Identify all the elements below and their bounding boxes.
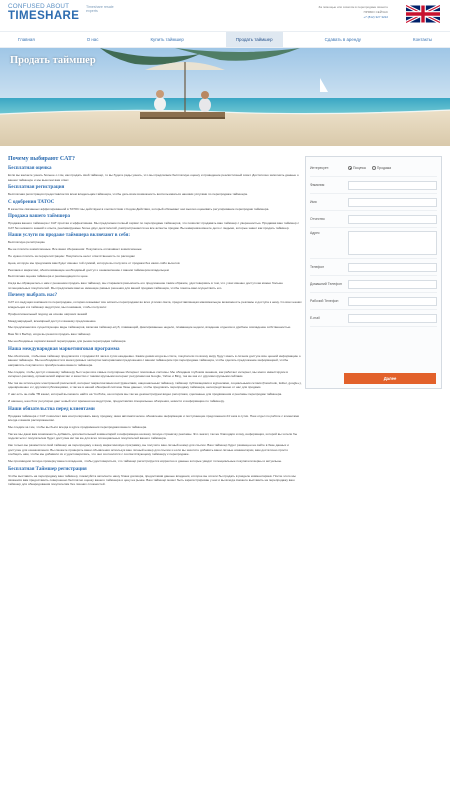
marketing-text: У нас есть он-лайн ТВ канал, который вы можете найти на YouTube, на котором мы так же демонстрируем видео репортажи, сделанные для продвижения и рекламы перепродаж таймшера. <box>8 392 283 397</box>
free-registration-text: Чтобы выставить на перепродажу ваш таймшер, пожалуйста заполните нашу бланк договора, предоставив данные владения, которое вы хотели бы продать в разделе комментариев. После этого мы свяжемся вам предоставить совершенно бесплатно оценку вашего таймшера и цену на рынке. Ваш таймшер может быть зарегистрирован у нас и вы всегда сможете выставить на перепродажу ваш таймшер для обнародования покупателям без лишних сложностей. <box>8 473 296 487</box>
nav-item-about[interactable]: О нас <box>86 37 99 42</box>
patronymic-field[interactable] <box>348 215 437 224</box>
section-heading: Продажа вашего таймшера <box>8 214 70 220</box>
interest-row <box>310 160 437 177</box>
section-text: Бесплатная регистрация предоставляется всем владельцам таймшера, чтобы дать всем возможность воспользоваться нашими услугами по перепродаже таймшера. <box>8 192 248 197</box>
free-registration-heading: Бесплатная Таймшер регистрация <box>8 466 87 472</box>
list-item: Мы предлагаем все существующие виды таймшеров, включая таймшер-клуб, плавающий, фиксированные недели, плавающие недели, владение отдыхом и дробное совладение собственностью <box>8 325 291 330</box>
marketing-text: Мы так же используем электронной рассылкой, интернет маркетинговым инструментами, национальным таймшер, таймшер публикациями и журналами, социальными сетями (Facebook, twitter, google+), одновременно и с другими публикациями, и так же в нашей обширной системе базы данных, чтобы предлагать перепродажу таймшера, непосредственно от нас для продажи. <box>8 380 302 390</box>
work-phone-field[interactable] <box>348 297 437 306</box>
work-phone-label: Рабочий Телефон <box>310 298 339 303</box>
next-button[interactable]: Далее <box>344 373 436 384</box>
section-text: В качестве связанных аффилированной в TATOC мы действуем в соответствии с Кодом Действия, который обязывает нас высоко оценивать регулирование перепродаж таймшера. <box>8 206 270 211</box>
hero-title: Продать таймшер <box>10 55 96 66</box>
marketing-text: И наконец, наш блог регулярно дает новый этот времени на индустрию, предоставляя специальные обзорения, новости и информацию по таймшеру. <box>8 399 225 404</box>
list-item: Ваш № 1 Выбор, когда вы решили продать ваш таймшер <box>8 332 91 337</box>
nav-item-home[interactable]: Главная <box>18 37 35 42</box>
form-row-address <box>310 228 437 259</box>
site-header <box>0 0 450 30</box>
services-heading: Наши услуги по продаже таймшера включают в себя: <box>8 233 130 239</box>
list-item: Профессиональный подход на основе широких знаний <box>8 311 88 316</box>
list-item: Международный, всемирный доступ к вашему предложению <box>8 318 96 323</box>
contact-block <box>319 5 388 19</box>
list-item: Цена, которую мы предложим вам будет именно той суммой, которую вы получите от продажи без каких-либо вычетов <box>8 260 180 265</box>
phone-field[interactable] <box>348 263 437 272</box>
section-heading: С одобрения TATOC <box>8 199 55 205</box>
contact-cta: ПРЯМО СЕЙЧАС <box>363 9 388 14</box>
commitment-text: Мы производим полную проверку вашего владения, чтобы удостовериться, что таймшер регистрируется корректно и данные которые увидят потенциальные покупатели верны и актуальны. <box>8 459 282 464</box>
firstname-field[interactable] <box>348 198 437 207</box>
commitment-text: Как только вы разместили свой таймшер на перепродажу о вашу маркетинговую программу, вы получите ваш личный номер для ссылок. Ваш таймшер будет размещен на сайте в базе данных и доступен для ознакомления. Вы сможете проверить ваши объявления используя ваш личный номер для ссылок и если вы захотите добавить ваши личные комментарии, вам достаточно просто сообщить нам, чтобы мы добавили их и удостоверились, что они соотносятся с соответствующему таймшеру к перепродаже. <box>8 443 289 457</box>
form-row-email <box>310 310 437 327</box>
address-label: Адрес <box>310 231 320 235</box>
section-heading: Бесплатная регистрация <box>8 185 65 191</box>
commitment-text: Так же мы даем вам возможность добавить дополнительный комментарий и информацию на вашу личную страничку рекламы. Это значит, так же благодаря этому, информация, которой вы хотели бы поделиться с покупателем будет доступна им так же для всех потенциальных покупателей вашего таймшера. <box>8 431 298 441</box>
list-item: Мы необходимые сервиси вашей перепродаже для рынка перепродаж таймшера <box>8 339 126 344</box>
marketing-heading: Наша международная маркетинговая программа <box>8 346 120 352</box>
site-logo[interactable] <box>8 4 79 23</box>
main-nav <box>0 31 450 48</box>
logo-top-text: CONFUSED ABOUT <box>8 3 70 10</box>
address-field[interactable] <box>348 231 437 255</box>
form-row-work-phone <box>310 293 437 310</box>
commitment-text: Продажа таймшера с CAT позволяет вам контролировать вашу продажу, имея автоматическое обновление информации и поступающие предложения 24 часа в сутки. Наш отдел по работе с клиентами всегда к вашим распоряжениям. <box>8 413 300 423</box>
firstname-label: Имя <box>310 199 317 204</box>
list-item: Бесплатная оценка таймшера и рекомендация по цене. <box>8 274 89 279</box>
email-field[interactable] <box>348 314 437 323</box>
why-cat-heading: Почему выбирают CAT? <box>8 156 76 162</box>
form-row-lastname <box>310 177 437 194</box>
phone-label: Телефон <box>310 264 325 269</box>
form-row-phone <box>310 259 437 276</box>
nav-item-buy[interactable]: Купить таймшер <box>150 37 184 42</box>
commitment-text: Мы следим за тем, чтобы вы были всегда в курсе продвижения перепродажи вашего таймшера. <box>8 424 148 429</box>
why-choose-text: CAT это ведущая компания по перепродаже, которая оказывает все аспекты перепродажи во всех уголках света, предоставляющая максимальную возможность рекламы и доступа к нему. Со всех наших владельцев и в таймшер индустрии, мы понимаем, чтобы получили: <box>8 300 302 309</box>
lastname-label: Фамилия <box>310 182 325 187</box>
radio-sell[interactable] <box>372 166 376 170</box>
nav-item-contacts[interactable]: Контакты <box>413 37 432 42</box>
radio-buy[interactable] <box>348 166 352 170</box>
contact-line: За помощью или советом в перепродаже звоните <box>318 5 388 9</box>
home-phone-label: Домашний Телефон <box>310 281 342 286</box>
section-text: Если вы желаете узнать больше о том, как продать свой таймшер, то вы будете рады узнать, что мы предлагаем бесплатную оценку и проведение реалистичный совет. Достаточно заполнить данные о вашем таймшере и мы вышлем вам ответ. <box>8 173 299 182</box>
services-subtitle: Бесплатную регистрацию <box>8 240 45 245</box>
services-text: Когда вы обращаетесь к нам с решением продать ваш таймшер, мы стараемся разъяснить его предложение таким образом, удостоверяясь в том, что у вас именно доступ как можно больше потенциальных покупателей. Мы предлагаем вам не имеющие равных решения для вашей продажи таймшера, чтобы помочь вам осуществить его. <box>8 281 284 290</box>
email-label: E-mail <box>310 315 320 320</box>
radio-sell-label[interactable]: Продажа <box>376 165 391 170</box>
list-item: Вы не платите комиссионные. Все ваши сбережения: Покупатель оплачивает комиссионные <box>8 246 142 251</box>
home-phone-field[interactable] <box>348 280 437 289</box>
form-row-patronymic <box>310 211 437 228</box>
contact-form <box>305 156 442 389</box>
marketing-text: Мы обеспечим, чтобы ваш таймшер предлагался с продажи 24 часа в сутки ежедневно. Каким днями когда вы спите, покупатели по всему миру будут иметь в личном доступе всю ценной информацию о вашем таймшере. Мы необходимости в многоуровных экспертах материалами предложения с вашим таймшером при перепродаже таймшера, чтобы сделать предложение информацией, чтобы направлять покупателя к приобретению вашего таймшера. <box>8 353 301 367</box>
main-content <box>8 156 302 489</box>
uk-flag-icon[interactable] <box>406 5 440 23</box>
site-tagline: Timeshare resale experts <box>86 5 114 14</box>
interest-label: Интересует: <box>310 165 330 170</box>
nav-item-sell[interactable]: Продать таймшер <box>226 32 283 47</box>
section-text: Продажа вашего таймшера с CAT простая и эффективная. Мы предлагаем полный сервис по перепродаже таймшеров, что позволит продавать ваш таймшер с уверенностью. Продавая ваш таймшер с CAT без никакого знаний и опыта, рекламируемые более двух десятилетий, распространяется на все аспекты продаж. Вы наверняка имеете дело с людьми, которые знают как продать таймшер. <box>8 221 300 230</box>
logo-main-text: TIMESHARE <box>8 10 80 23</box>
form-row-firstname <box>310 194 437 211</box>
form-row-home-phone <box>310 276 437 293</box>
list-item: Не нужно платить за перерегистрацию: Покупатель несет ответственность по расходам <box>8 253 135 258</box>
why-choose-heading: Почему выбрать нас? <box>8 293 58 299</box>
phone-number[interactable]: +7 (812) 327 3222 <box>363 14 388 19</box>
commitment-heading: Наши обязательства перед клиентами <box>8 406 95 412</box>
patronymic-label: Отчество <box>310 216 325 221</box>
hero-banner <box>0 48 450 146</box>
nav-item-rent[interactable]: Сдавать в аренду <box>324 37 361 42</box>
lastname-field[interactable] <box>348 181 437 190</box>
marketing-text: Мы следим, чтобы доступ к вашему таймшеру был через все самые популярные Интернет поисковые системы. Мы обладаем глубоким знанием, как работает интернет, мы много инвестируем в интернет-рекламу, органический маркетинг и качество с такими крупными интернет ресурсами как Google, Yahoo и Bing, так же как и с другими крупными сайтами. <box>8 369 288 378</box>
radio-buy-label[interactable]: Покупка <box>353 165 366 170</box>
list-item: Реклама и маркетинг, обеспечивающие необходимый доступ к ознакомлению с вашим таймшером владельцем <box>8 267 169 272</box>
section-heading: Бесплатная оценка <box>8 166 52 172</box>
